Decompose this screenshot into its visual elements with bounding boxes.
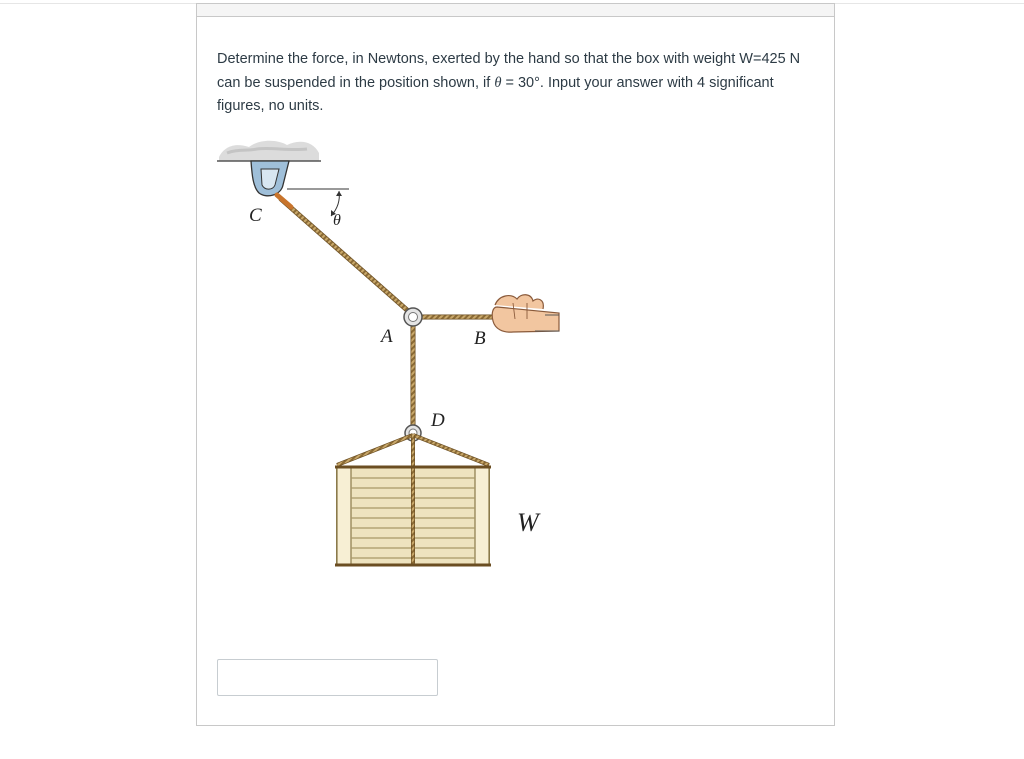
answer-input[interactable] [217,659,438,696]
question-text-part2: = 30°. Input your answer with 4 significant figures, no units. [217,74,774,114]
label-B: B [474,328,486,349]
ring-A [404,308,422,326]
ceiling [217,141,321,161]
label-A: A [381,326,393,347]
label-C: C [249,205,262,226]
hand [492,295,559,332]
box-slings [337,435,489,467]
question-text-part1: Determine the force, in Newtons, exerted by the hand so that the box with weight W=425 N can be suspended in the position shown, if [217,51,801,91]
label-W: W [517,508,539,537]
card-header [197,4,834,17]
support-bracket [251,161,289,196]
statics-figure [217,135,577,575]
question-text [217,48,817,119]
crate-W [335,467,491,565]
rope-CA [277,195,407,310]
question-card [196,3,835,726]
theta-symbol: θ [494,74,502,91]
label-theta: θ [333,212,341,229]
label-D: D [431,410,445,431]
